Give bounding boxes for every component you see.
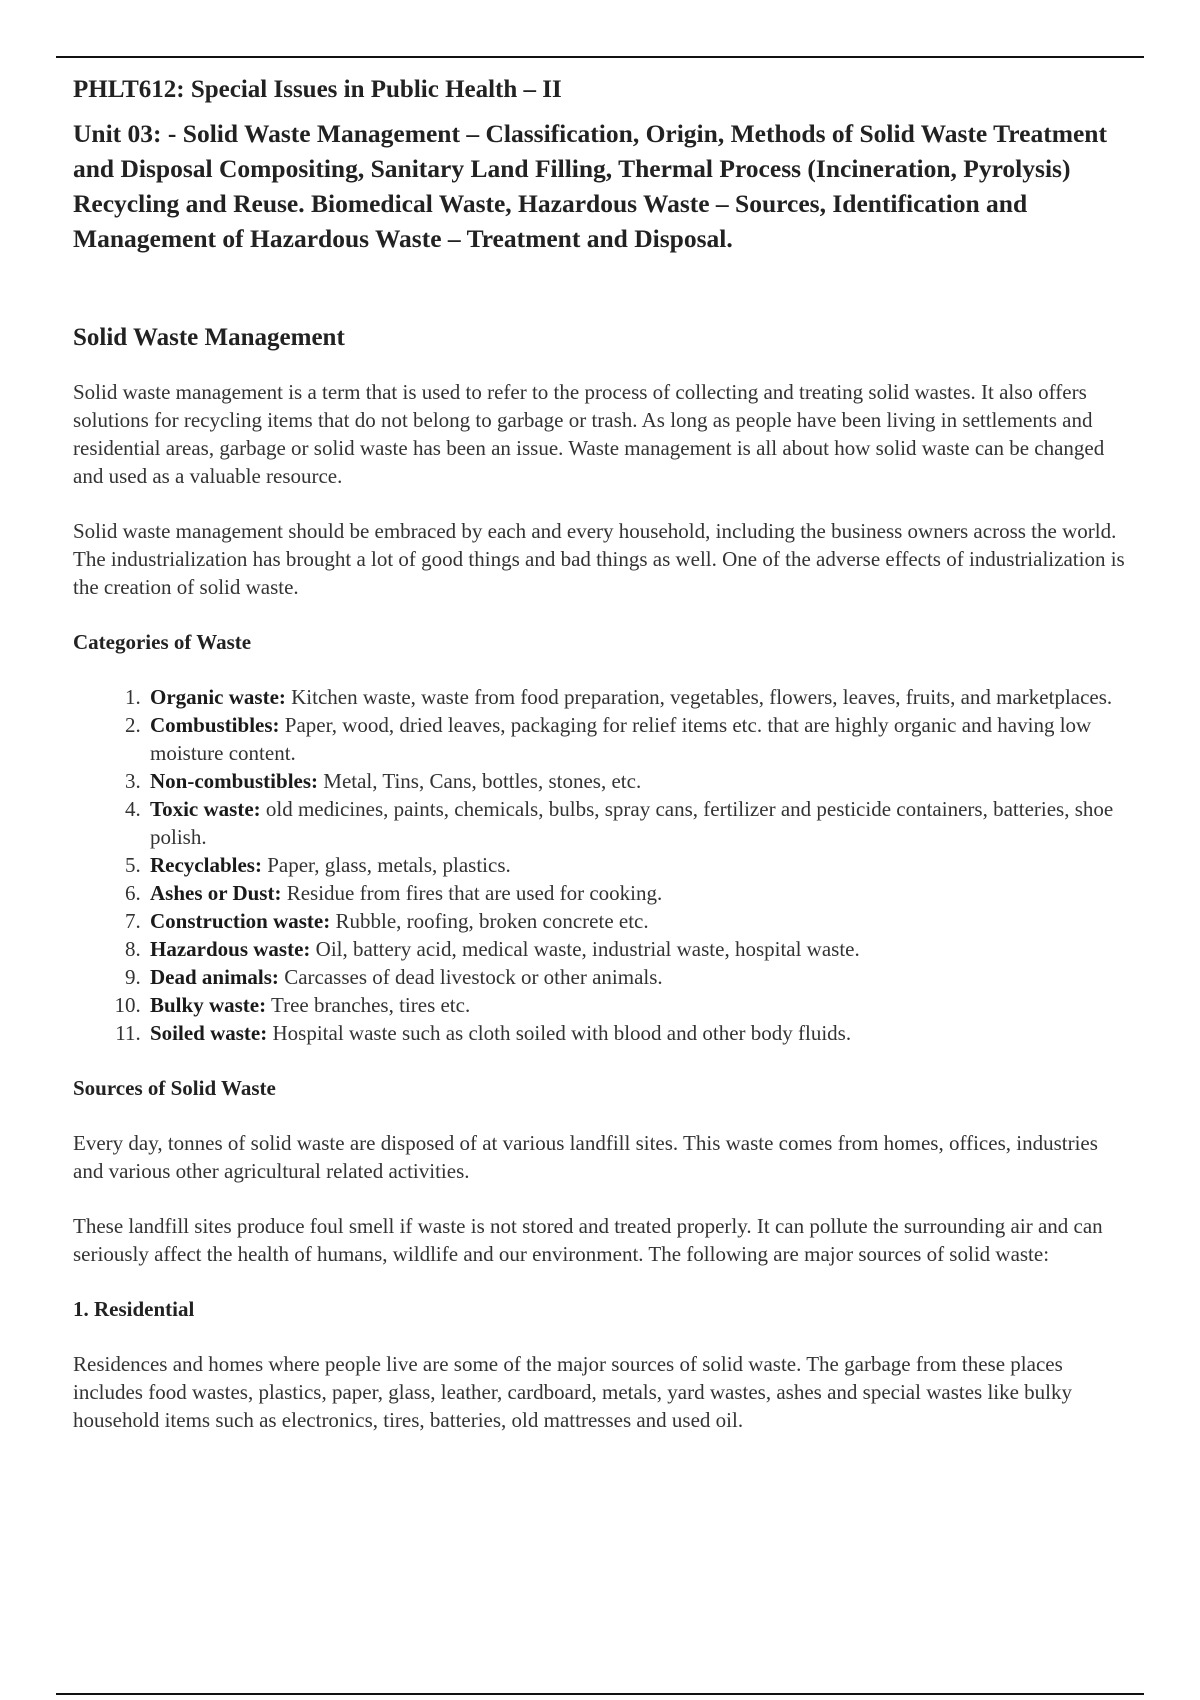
document-page [73, 74, 1133, 1434]
list-item [146, 1019, 1133, 1047]
list-item [146, 907, 1133, 935]
residential-paragraph: Residences and homes where people live are some of the major sources of solid waste. The garbage from these places includes food wastes, plastics, paper, glass, leather, cardboard, metals, yard wastes, ashes and special wastes like bulky household items such as electronics, tires, batteries, old mattresses and used oil. [73, 1352, 1073, 1432]
sources-paragraph-1: Every day, tonnes of solid waste are disposed of at various landfill sites. This waste comes from homes, offices, industries and various other agricultural related activities. [73, 1131, 1098, 1183]
list-item [146, 683, 1133, 711]
item-term: Toxic waste: [150, 797, 261, 821]
item-term: Bulky waste: [150, 993, 267, 1017]
top-rule [56, 56, 1144, 58]
item-desc: Metal, Tins, Cans, bottles, stones, etc. [318, 769, 642, 793]
item-desc: Rubble, roofing, broken concrete etc. [330, 909, 649, 933]
item-term: Non-combustibles: [150, 769, 319, 793]
item-term: Combustibles: [150, 713, 280, 737]
list-item [146, 795, 1133, 851]
item-term: Hazardous waste: [150, 937, 311, 961]
item-desc: Tree branches, tires etc. [266, 993, 471, 1017]
categories-heading: Categories of Waste [73, 630, 252, 654]
item-term: Ashes or Dust: [150, 881, 282, 905]
list-item [146, 963, 1133, 991]
list-item [146, 851, 1133, 879]
list-item [146, 935, 1133, 963]
list-item [146, 767, 1133, 795]
list-item [146, 879, 1133, 907]
item-desc: Oil, battery acid, medical waste, industrial waste, hospital waste. [310, 937, 860, 961]
item-term: Soiled waste: [150, 1021, 268, 1045]
item-term: Construction waste: [150, 909, 331, 933]
item-term: Organic waste: [150, 685, 286, 709]
bottom-rule [56, 1693, 1144, 1695]
course-title: PHLT612: Special Issues in Public Health – II [73, 76, 562, 103]
categories-list [73, 683, 1133, 1047]
item-desc: Paper, wood, dried leaves, packaging for relief items etc. that are highly organic and having low moisture content. [150, 713, 1092, 765]
sources-paragraph-2: These landfill sites produce foul smell if waste is not stored and treated properly. It can pollute the surrounding air and can seriously affect the health of humans, wildlife and our environment. The following are major sources of solid waste: [73, 1214, 1103, 1266]
list-item [146, 711, 1133, 767]
intro-paragraph-2: Solid waste management should be embraced by each and every household, including the business owners across the world. The industrialization has brought a lot of good things and bad things as well. One of the adverse effects of industrialization is the creation of solid waste. [73, 519, 1125, 599]
item-term: Recyclables: [150, 853, 262, 877]
item-desc: Residue from fires that are used for cooking. [281, 881, 663, 905]
item-term: Dead animals: [150, 965, 279, 989]
list-item [146, 991, 1133, 1019]
item-desc: old medicines, paints, chemicals, bulbs, spray cans, fertilizer and pesticide containers, batteries, shoe polish. [150, 797, 1114, 849]
item-desc: Kitchen waste, waste from food preparation, vegetables, flowers, leaves, fruits, and marketplaces. [285, 685, 1113, 709]
item-desc: Hospital waste such as cloth soiled with blood and other body fluids. [267, 1021, 852, 1045]
sources-heading: Sources of Solid Waste [73, 1076, 276, 1100]
intro-paragraph-1: Solid waste management is a term that is used to refer to the process of collecting and treating solid wastes. It also offers solutions for recycling items that do not belong to garbage or trash. As long as people have been living in settlements and residential areas, garbage or solid waste has been an issue. Waste management is all about how solid waste can be changed and used as a valuable resource. [73, 380, 1105, 488]
item-desc: Paper, glass, metals, plastics. [261, 853, 511, 877]
unit-title: Unit 03: - Solid Waste Management – Classification, Origin, Methods of Solid Waste Treatment and Disposal Compositing, Sanitary Land Filling, Thermal Process (Incineration, Pyrolysis) Recycling and Reuse. Biomedical Waste, Hazardous Waste – Sources, Identification and Management of Hazardous Waste – Treatment and Disposal. [73, 119, 1107, 253]
section-heading: Solid Waste Management [73, 324, 345, 351]
item-desc: Carcasses of dead livestock or other animals. [278, 965, 663, 989]
residential-heading: 1. Residential [73, 1297, 195, 1321]
